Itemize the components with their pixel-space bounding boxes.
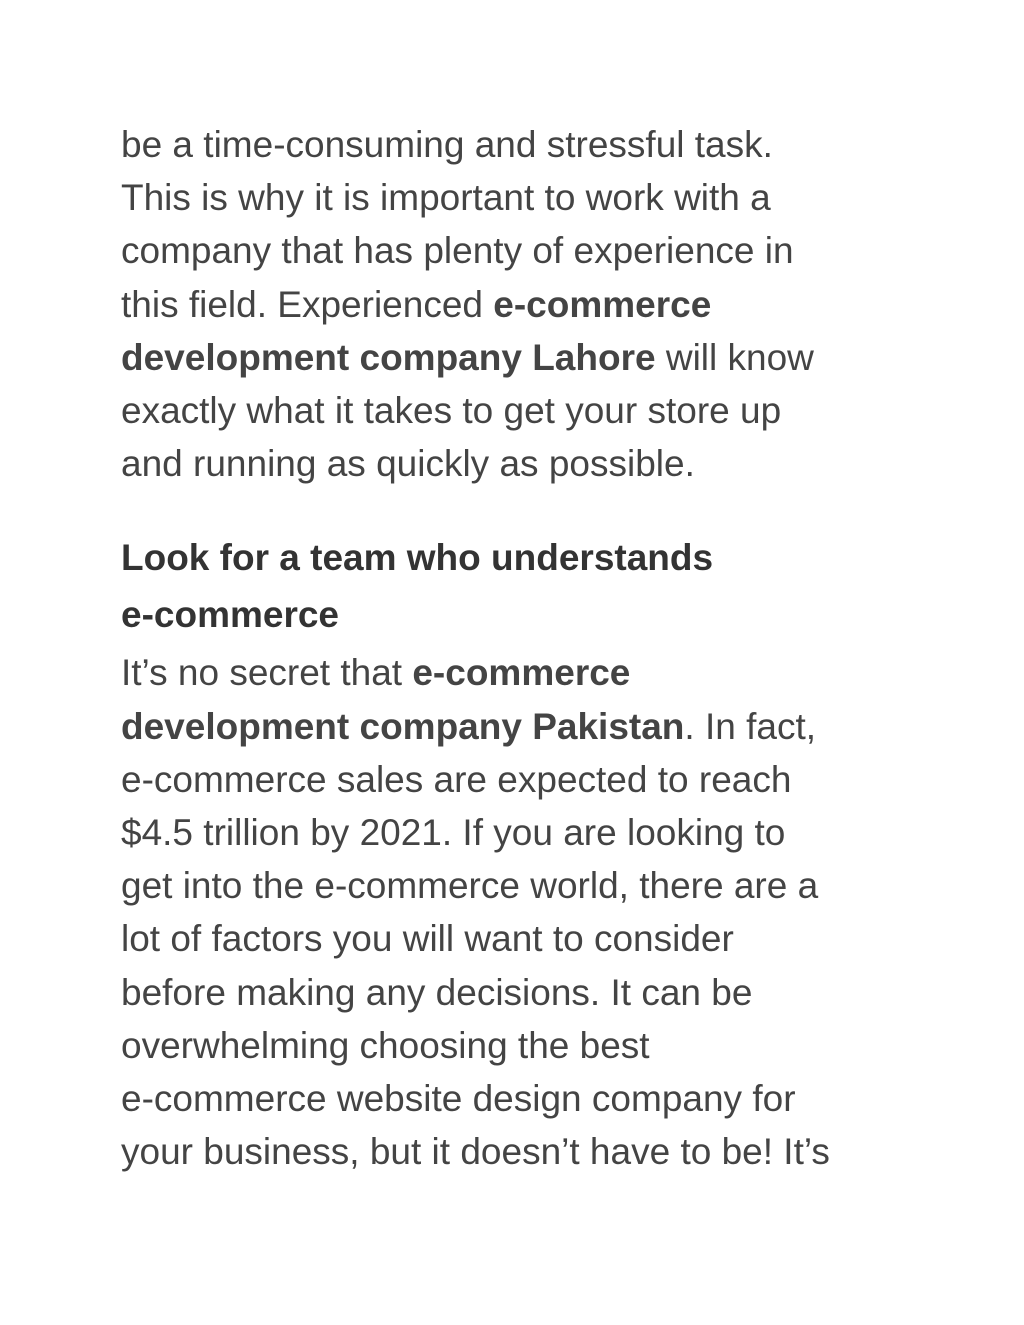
paragraph-intro — [121, 118, 921, 490]
keyword-bold: development company Lahore — [121, 336, 656, 378]
text-line: This is why it is important to work with a — [121, 177, 771, 219]
text-line: and running as quickly as possible. — [121, 443, 695, 485]
keyword-bold: e-commerce — [412, 652, 631, 694]
keyword-bold: e-commerce — [493, 283, 712, 325]
keyword-bold: development company Pakistan — [121, 705, 685, 747]
text-line: get into the e-commerce world, there are a — [121, 865, 819, 907]
text-line: $4.5 trillion by 2021. If you are looking to — [121, 812, 786, 854]
text-line: e-commerce website design company for — [121, 1078, 796, 1120]
text-line: this field. Experienced e-commerce — [121, 283, 712, 325]
text-line: overwhelming choosing the best — [121, 1024, 650, 1066]
text-line: development company Lahore will know — [121, 336, 814, 378]
heading-line: e-commerce — [121, 594, 340, 636]
text-line: before making any decisions. It can be — [121, 971, 753, 1013]
text-line: your business, but it doesn’t have to be! It’s — [121, 1131, 830, 1173]
heading-line: Look for a team who understands — [121, 537, 714, 579]
text-line: lot of factors you will want to consider — [121, 918, 734, 960]
paragraph-body — [121, 646, 921, 1178]
section-heading — [121, 529, 921, 643]
text-line: company that has plenty of experience in — [121, 230, 794, 272]
text-line: It’s no secret that e-commerce — [121, 652, 631, 694]
text-line: exactly what it takes to get your store up — [121, 390, 782, 432]
text-line: be a time-consuming and stressful task. — [121, 124, 773, 165]
text-line: development company Pakistan. In fact, — [121, 705, 817, 747]
document-body — [121, 118, 921, 1178]
text-line: e-commerce sales are expected to reach — [121, 758, 792, 800]
